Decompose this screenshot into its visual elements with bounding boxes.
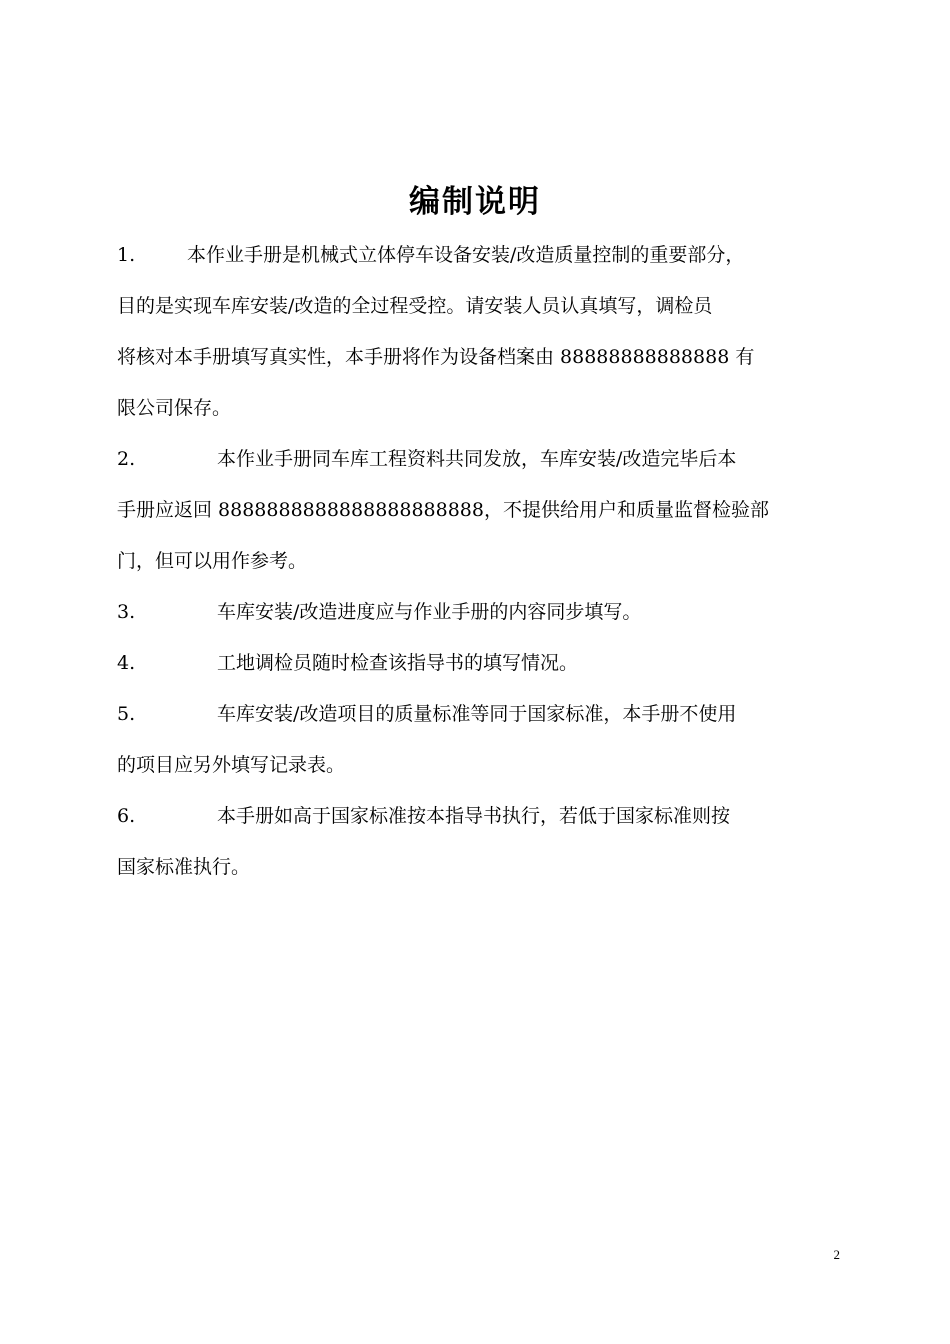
document-body [117, 230, 847, 893]
page-number: 2 [833, 1247, 840, 1262]
list-item-text: 本手册如高于国家标准按本指导书执行，若低于国家标准则按 [217, 805, 731, 827]
list-item-line [117, 791, 847, 842]
list-item-line [117, 230, 847, 281]
list-item-text: 本作业手册同车库工程资料共同发放，车库安装/改造完毕后本 [217, 448, 737, 470]
list-item-text: 工地调检员随时检查该指导书的填写情况。 [217, 652, 579, 674]
list-item [117, 434, 847, 587]
list-item-text: 本作业手册是机械式立体停车设备安装/改造质量控制的重要部分， [187, 244, 745, 266]
list-item-line [117, 638, 847, 689]
list-item-line: 目的是实现车库安装/改造的全过程受控。请安装人员认真填写，调检员 [117, 295, 713, 317]
list-item-line: 的项目应另外填写记录表。 [117, 754, 346, 776]
list-item [117, 689, 847, 791]
list-item-line [117, 434, 847, 485]
list-item-number: 2. [117, 448, 136, 470]
list-item-number: 6. [117, 805, 136, 827]
list-item-line: 限公司保存。 [117, 397, 232, 419]
list-item-text: 车库安装/改造项目的质量标准等同于国家标准，本手册不使用 [217, 703, 737, 725]
list-item [117, 230, 847, 434]
list-item-line: 国家标准执行。 [117, 856, 251, 878]
list-item-line: 将核对本手册填写真实性，本手册将作为设备档案由 88888888888888 有 [117, 346, 755, 368]
list-item-text: 车库安装/改造进度应与作业手册的内容同步填写。 [217, 601, 642, 623]
list-item [117, 638, 847, 689]
list-item-line [117, 587, 847, 638]
list-item [117, 587, 847, 638]
list-item [117, 791, 847, 893]
list-item-number: 5. [117, 703, 136, 725]
list-item-line: 门，但可以用作参考。 [117, 550, 308, 572]
page-title: 编制说明 [409, 184, 541, 220]
list-item-line: 手册应返回 8888888888888888888888，不提供给用户和质量监督检验部 [117, 499, 769, 521]
list-item-number: 3. [117, 601, 136, 623]
list-item-line [117, 689, 847, 740]
list-item-number: 1. [117, 244, 136, 266]
list-item-number: 4. [117, 652, 136, 674]
